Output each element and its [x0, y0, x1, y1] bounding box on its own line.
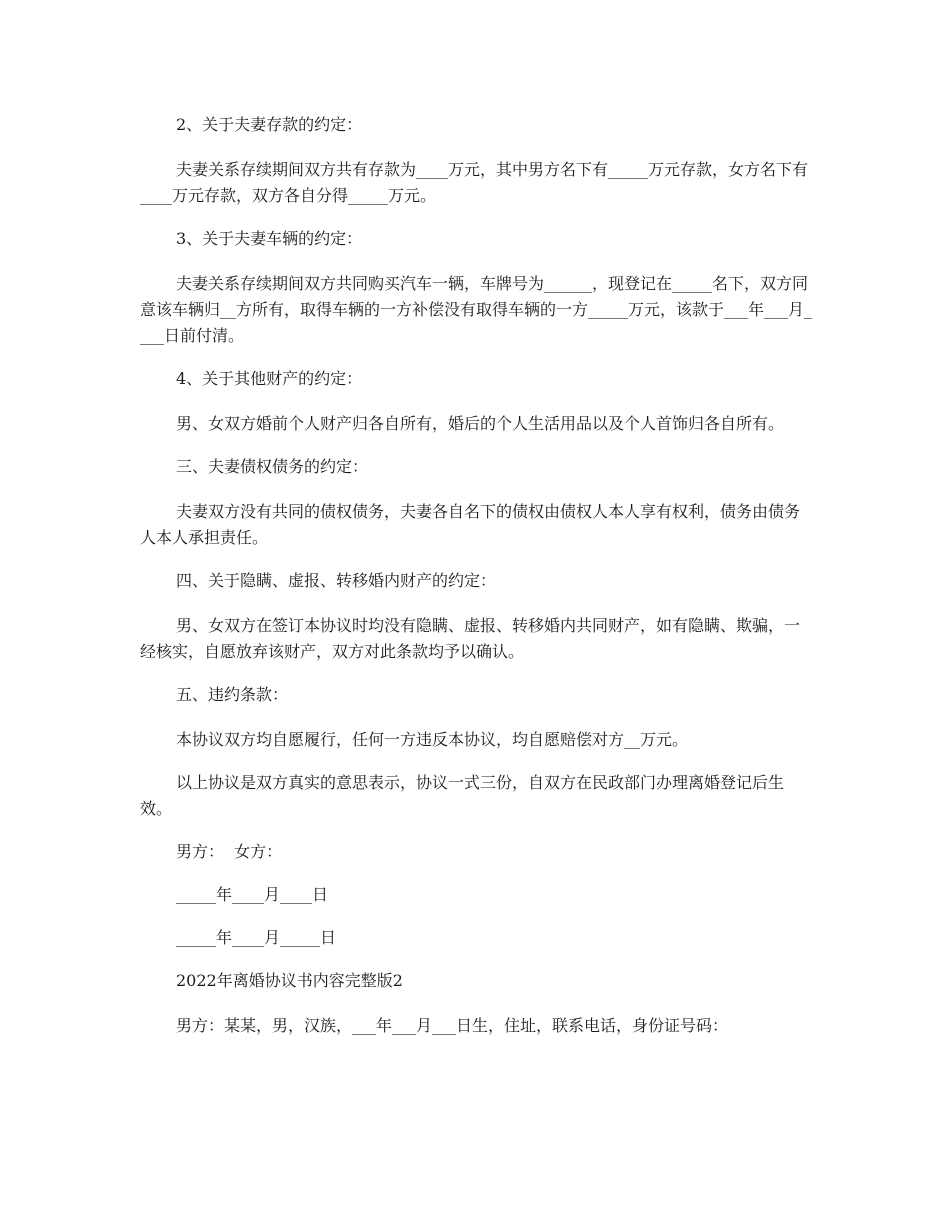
signature-date-1: _____年____月____日	[176, 885, 329, 904]
heading-debts: 三、夫妻债权债务的约定：	[176, 457, 369, 476]
paragraph-debts: 夫妻双方没有共同的债权债务，夫妻各自名下的债权由债权人本人享有权利，债务由债务人本人承担责任。	[140, 502, 801, 547]
paragraph-effectiveness: 以上协议是双方真实的意思表示，协议一式三份，自双方在民政部门办理离婚登记后生效。	[140, 773, 785, 818]
heading-concealment: 四、关于隐瞒、虚报、转移婚内财产的约定：	[176, 571, 497, 590]
heading-deposit-agreement: 2、关于夫妻存款的约定：	[176, 115, 363, 134]
paragraph-other-property: 男、女双方婚前个人财产归各自所有，婚后的个人生活用品以及个人首饰归各自所有。	[176, 414, 785, 433]
paragraph-concealment: 男、女双方在签订本协议时均没有隐瞒、虚报、转移婚内共同财产，如有隐瞒、欺骗，一经核实，自愿放弃该财产，双方对此条款均予以确认。	[140, 616, 801, 661]
heading-other-property: 4、关于其他财产的约定：	[176, 369, 363, 388]
paragraph-vehicle-terms: 夫妻关系存续期间双方共同购买汽车一辆，车牌号为______，现登记在_____名下，双方同意该车辆归__方所有，取得车辆的一方补偿没有取得车辆的一方_____万元，该款于___年___月____日前付清。	[140, 274, 813, 345]
heading-version-2: 2022年离婚协议书内容完整版2	[176, 971, 403, 990]
document-body	[140, 112, 815, 1056]
signature-date-2: _____年____月_____日	[176, 928, 337, 947]
paragraph-breach: 本协议双方均自愿履行，任何一方违反本协议，均自愿赔偿对方__万元。	[176, 730, 689, 749]
signature-parties: 男方： 女方：	[176, 842, 283, 861]
paragraph-male-party-info: 男方：某某，男，汉族，___年___月___日生，住址，联系电话，身份证号码：	[176, 1016, 729, 1035]
heading-vehicle-agreement: 3、关于夫妻车辆的约定：	[176, 229, 363, 248]
heading-breach: 五、违约条款：	[176, 685, 289, 704]
paragraph-deposit-terms: 夫妻关系存续期间双方共有存款为____万元，其中男方名下有_____万元存款，女方名下有____万元存款，双方各自分得_____万元。	[140, 160, 809, 205]
